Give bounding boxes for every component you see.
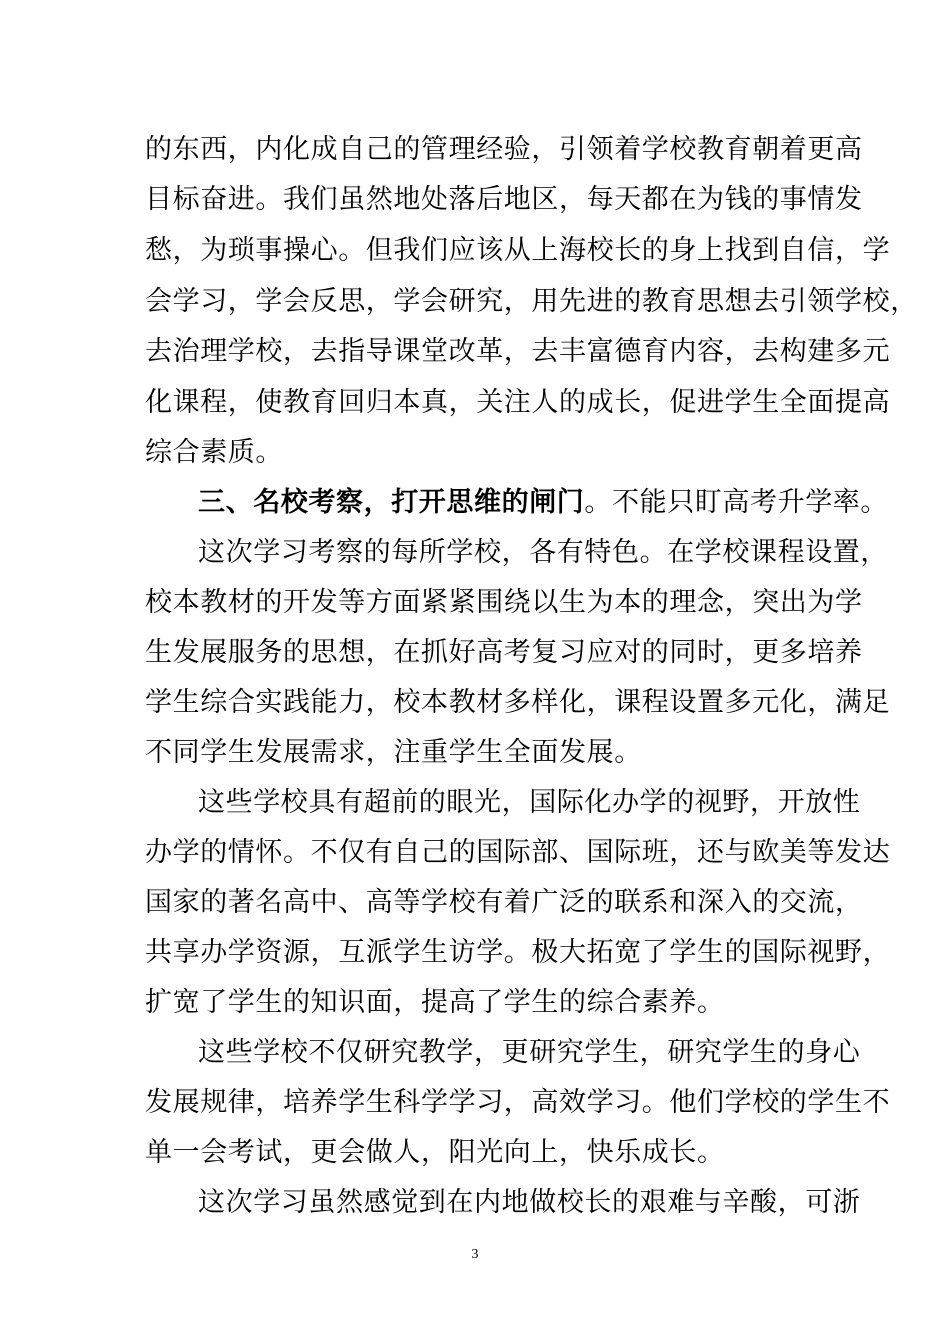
- paragraph-line: 这些学校不仅研究教学，更研究学生，研究学生的身心: [198, 1037, 861, 1068]
- section-heading-rest: 。不能只盯高考升学率。: [584, 487, 889, 518]
- paragraph-line: 生发展服务的思想，在抓好高考复习应对的同时，更多培养: [145, 637, 863, 668]
- paragraph-line: 共享办学资源，互派学生访学。极大拓宽了学生的国际视野，: [145, 937, 891, 968]
- text-line: 综合素质。: [145, 437, 283, 468]
- paragraph-line: 这次学习虽然感觉到在内地做校长的艰难与辛酸，可浙: [198, 1187, 861, 1218]
- page-number: 3: [471, 1247, 479, 1262]
- text-line: 去治理学校，去指导课堂改革，去丰富德育内容，去构建多元: [145, 336, 891, 367]
- section-heading: [198, 486, 889, 520]
- paragraph-line: 这些学校具有超前的眼光，国际化办学的视野，开放性: [198, 787, 861, 818]
- text-line: 愁，为琐事操心。但我们应该从上海校长的身上找到自信，学: [145, 235, 891, 266]
- text-line: 目标奋进。我们虽然地处落后地区，每天都在为钱的事情发: [145, 184, 863, 215]
- paragraph-line: 不同学生发展需求，注重学生全面发展。: [145, 737, 642, 768]
- paragraph-line: 发展规律，培养学生科学学习，高效学习。他们学校的学生不: [145, 1087, 891, 1118]
- paragraph-line: 这次学习考察的每所学校，各有特色。在学校课程设置，: [198, 537, 888, 568]
- paragraph-line: 学生综合实践能力，校本教材多样化，课程设置多元化，满足: [145, 687, 891, 718]
- text-line: 会学习，学会反思，学会研究，用先进的教育思想去引领学校，: [145, 286, 918, 317]
- paragraph-line: 办学的情怀。不仅有自己的国际部、国际班，还与欧美等发达: [145, 837, 891, 868]
- paragraph-line: 扩宽了学生的知识面，提高了学生的综合素养。: [145, 987, 725, 1018]
- text-line: 化课程，使教育回归本真，关注人的成长，促进学生全面提高: [145, 387, 891, 418]
- paragraph-line: 单一会考试，更会做人，阳光向上，快乐成长。: [145, 1137, 725, 1168]
- section-heading-title: 三、名校考察，打开思维的闸门: [198, 487, 585, 518]
- text-line: 的东西，内化成自己的管理经验，引领着学校教育朝着更高: [145, 134, 863, 165]
- paragraph-line: 国家的著名高中、高等学校有着广泛的联系和深入的交流，: [145, 887, 863, 918]
- paragraph-line: 校本教材的开发等方面紧紧围绕以生为本的理念，突出为学: [145, 587, 863, 618]
